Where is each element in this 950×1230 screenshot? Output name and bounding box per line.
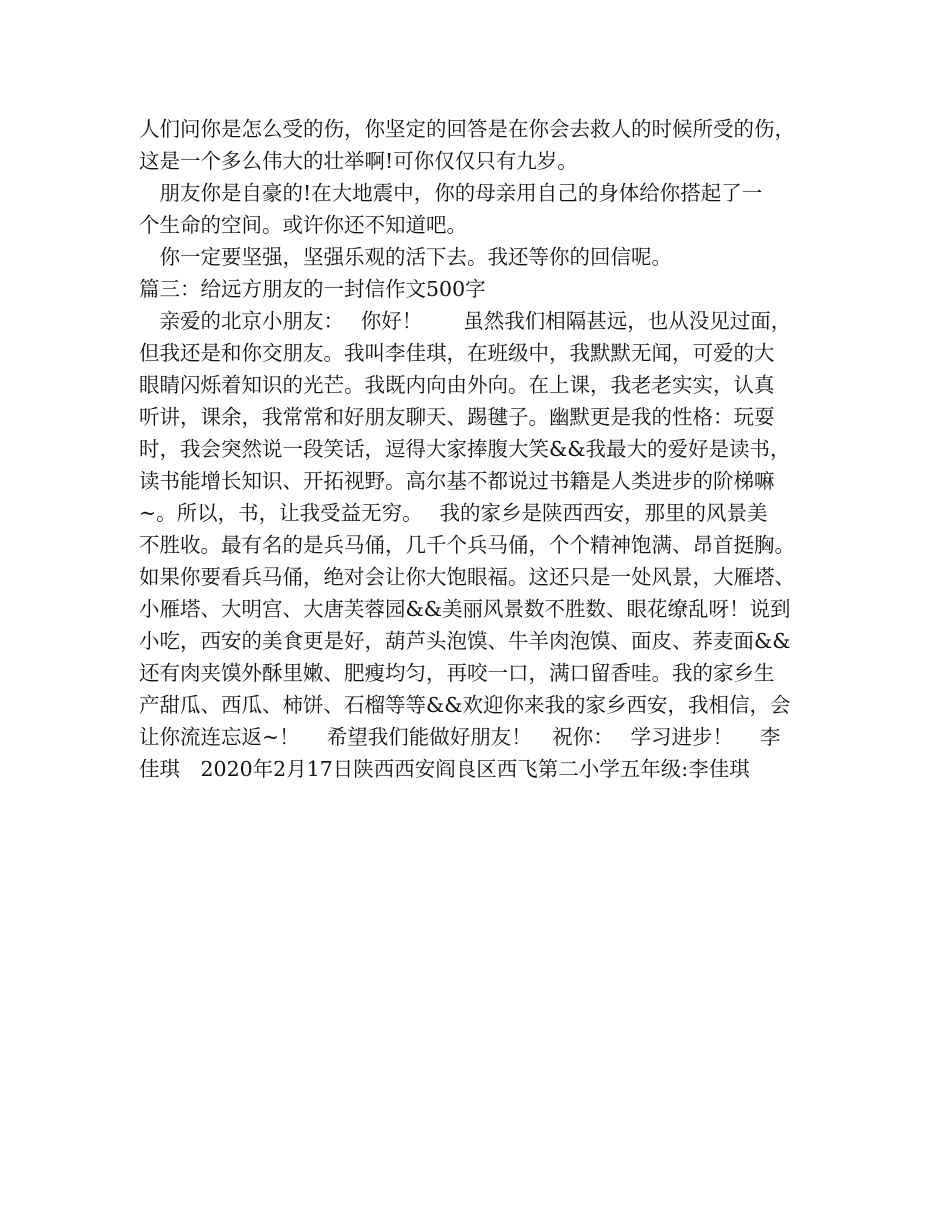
text-line: 不胜收。最有名的是兵马俑，几千个兵马俑，个个精神饱满、昂首挺胸。 [139, 533, 795, 557]
text-line: 亲爱的北京小朋友： 你好！ 虽然我们相隔甚远，也从没见过面， [139, 309, 792, 333]
text-line: 佳琪 2020年2月17日陕西西安阎良区西飞第二小学五年级:李佳琪 [139, 757, 750, 781]
text-line: 还有肉夹馍外酥里嫩、肥瘦均匀，再咬一口，满口留香哇。我的家乡生 [139, 661, 775, 685]
text-line: 小吃，西安的美食更是好，葫芦头泡馍、牛羊肉泡馍、面皮、荞麦面&& [139, 629, 791, 653]
text-line: 人们问你是怎么受的伤，你坚定的回答是在你会去救人的时候所受的伤， [139, 117, 795, 141]
text-line: ~。所以，书，让我受益无穷。 我的家乡是陕西西安，那里的风景美 [139, 501, 768, 525]
text-line: 但我还是和你交朋友。我叫李佳琪，在班级中，我默默无闻，可爱的大 [139, 341, 775, 365]
document-body [139, 113, 839, 785]
text-line: 听讲，课余，我常常和好朋友聊天、踢毽子。幽默更是我的性格：玩耍 [139, 405, 775, 429]
text-line: 眼睛闪烁着知识的光芒。我既内向由外向。在上课，我老老实实，认真 [139, 373, 775, 397]
text-line: 朋友你是自豪的!在大地震中，你的母亲用自己的身体给你搭起了一 [139, 181, 763, 205]
text-line: 让你流连忘返~！ 希望我们能做好朋友！ 祝你： 学习进步！ 李 [139, 725, 781, 749]
text-line: 你一定要坚强，坚强乐观的活下去。我还等你的回信呢。 [139, 245, 672, 269]
text-line: 读书能增长知识、开拓视野。高尔基不都说过书籍是人类进步的阶梯嘛 [139, 469, 775, 493]
text-line: 这是一个多么伟大的壮举啊!可你仅仅只有九岁。 [139, 149, 578, 173]
text-line: 产甜瓜、西瓜、柿饼、石榴等等&&欢迎你来我的家乡西安，我相信，会 [139, 693, 791, 717]
text-line: 时，我会突然说一段笑话，逗得大家捧腹大笑&&我最大的爱好是读书， [139, 437, 791, 461]
text-line: 如果你要看兵马俑，绝对会让你大饱眼福。这还只是一处风景，大雁塔、 [139, 565, 795, 589]
text-line: 个生命的空间。或许你还不知道吧。 [139, 213, 467, 237]
text-line: 小雁塔、大明宫、大唐芙蓉园&&美丽风景数不胜数、眼花缭乱呀！说到 [139, 597, 791, 621]
section-heading: 篇三：给远方朋友的一封信作文500字 [139, 277, 486, 301]
